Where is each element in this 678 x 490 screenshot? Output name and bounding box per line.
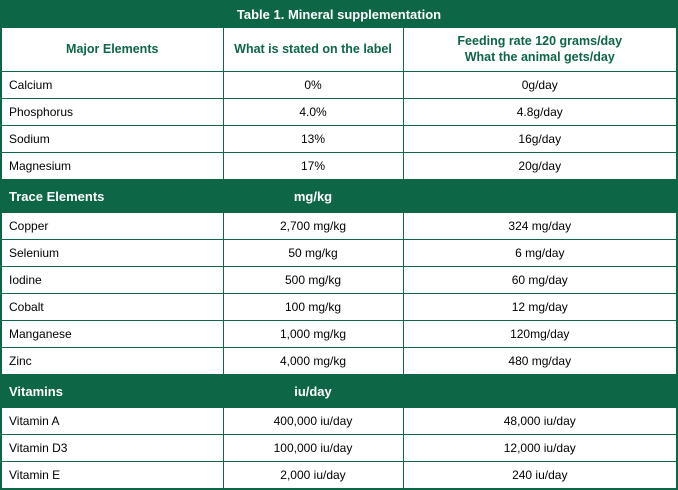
row-gets-value: 12,000 iu/day	[403, 435, 677, 462]
row-item-name: Vitamin A	[1, 408, 223, 435]
column-header-feeding-rate-line2: What the animal gets/day	[464, 49, 615, 64]
row-label-value: 100,000 iu/day	[223, 435, 403, 462]
section-unit: iu/day	[223, 375, 403, 408]
row-item-name: Calcium	[1, 72, 223, 99]
row-item-name: Magnesium	[1, 153, 223, 180]
section-header-vitamins	[1, 375, 677, 408]
row-item-name: Manganese	[1, 321, 223, 348]
section-header-trace-elements	[1, 180, 677, 213]
row-gets-value: 60 mg/day	[403, 267, 677, 294]
section-blank	[403, 180, 677, 213]
row-gets-value: 240 iu/day	[403, 462, 677, 490]
row-item-name: Zinc	[1, 348, 223, 375]
table-row	[1, 240, 677, 267]
table-title: Table 1. Mineral supplementation	[1, 1, 677, 28]
row-label-value: 2,000 iu/day	[223, 462, 403, 490]
row-gets-value: 12 mg/day	[403, 294, 677, 321]
section-name: Trace Elements	[1, 180, 223, 213]
column-header-major-elements: Major Elements	[1, 28, 223, 72]
row-gets-value: 0g/day	[403, 72, 677, 99]
row-label-value: 2,700 mg/kg	[223, 213, 403, 240]
row-label-value: 400,000 iu/day	[223, 408, 403, 435]
table-header-row	[1, 28, 677, 72]
row-item-name: Vitamin D3	[1, 435, 223, 462]
column-header-feeding-rate-line1: Feeding rate 120 grams/day	[457, 34, 623, 48]
table-row	[1, 348, 677, 375]
row-label-value: 0%	[223, 72, 403, 99]
table-title-row	[1, 1, 677, 28]
section-blank	[403, 375, 677, 408]
table-row	[1, 267, 677, 294]
row-gets-value: 16g/day	[403, 126, 677, 153]
table-row	[1, 153, 677, 180]
row-item-name: Sodium	[1, 126, 223, 153]
row-gets-value: 324 mg/day	[403, 213, 677, 240]
row-label-value: 50 mg/kg	[223, 240, 403, 267]
table-row	[1, 99, 677, 126]
column-header-label-statement: What is stated on the label	[223, 28, 403, 72]
row-label-value: 4,000 mg/kg	[223, 348, 403, 375]
row-item-name: Cobalt	[1, 294, 223, 321]
row-item-name: Phosphorus	[1, 99, 223, 126]
table-row	[1, 462, 677, 490]
row-label-value: 100 mg/kg	[223, 294, 403, 321]
row-gets-value: 120mg/day	[403, 321, 677, 348]
row-item-name: Selenium	[1, 240, 223, 267]
row-gets-value: 48,000 iu/day	[403, 408, 677, 435]
row-gets-value: 480 mg/day	[403, 348, 677, 375]
table-row	[1, 72, 677, 99]
column-header-feeding-rate	[403, 28, 677, 72]
row-label-value: 500 mg/kg	[223, 267, 403, 294]
row-item-name: Copper	[1, 213, 223, 240]
row-label-value: 13%	[223, 126, 403, 153]
row-label-value: 17%	[223, 153, 403, 180]
row-label-value: 1,000 mg/kg	[223, 321, 403, 348]
row-item-name: Iodine	[1, 267, 223, 294]
table-row	[1, 435, 677, 462]
row-gets-value: 20g/day	[403, 153, 677, 180]
row-item-name: Vitamin E	[1, 462, 223, 490]
table-row	[1, 294, 677, 321]
row-label-value: 4.0%	[223, 99, 403, 126]
table-row	[1, 213, 677, 240]
table-row	[1, 321, 677, 348]
section-name: Vitamins	[1, 375, 223, 408]
row-gets-value: 6 mg/day	[403, 240, 677, 267]
table-row	[1, 126, 677, 153]
section-unit: mg/kg	[223, 180, 403, 213]
row-gets-value: 4.8g/day	[403, 99, 677, 126]
table-row	[1, 408, 677, 435]
